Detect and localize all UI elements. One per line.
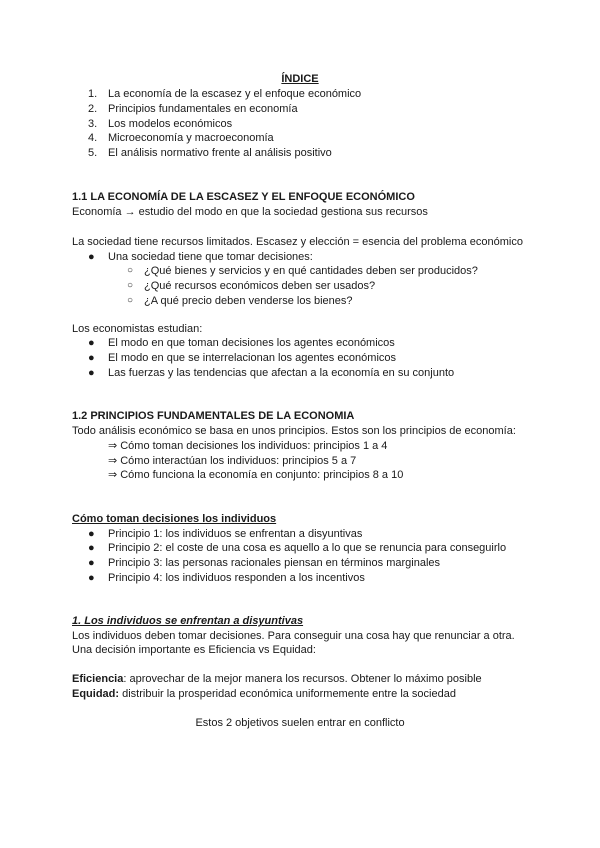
sub-bullet-text: ¿Qué bienes y servicios y en qué cantidades deben ser producidos? bbox=[144, 265, 478, 277]
section-heading: 1.1 LA ECONOMÍA DE LA ESCASEZ Y EL ENFOQUE ECONÓMICO bbox=[72, 191, 415, 203]
index-item-text: Principios fundamentales en economía bbox=[108, 103, 298, 115]
arrow-item bbox=[108, 439, 387, 453]
index-item-number: 2. bbox=[88, 103, 98, 115]
index-item bbox=[88, 102, 298, 116]
bullet-text: El modo en que se interrelacionan los agentes económicos bbox=[108, 352, 397, 364]
arrow-item-text: Cómo toman decisiones los individuos: principios 1 a 4 bbox=[120, 440, 388, 452]
bullet-icon: ● bbox=[88, 337, 95, 349]
bullet-icon: ● bbox=[88, 557, 95, 569]
section-heading: 1.2 PRINCIPIOS FUNDAMENTALES DE LA ECONOMIA bbox=[72, 410, 355, 422]
double-arrow-icon: ⇒ bbox=[108, 455, 118, 467]
bullet-icon: ● bbox=[88, 251, 95, 263]
index-item-text: La economía de la escasez y el enfoque económico bbox=[108, 88, 362, 100]
index-item-text: El análisis normativo frente al análisis positivo bbox=[108, 147, 332, 159]
bullet-icon: ● bbox=[88, 542, 95, 554]
arrow-item bbox=[108, 468, 403, 482]
paragraph: Todo análisis económico se basa en unos principios. Estos son los principios de economía: bbox=[72, 425, 516, 437]
bullet-icon: ● bbox=[88, 352, 95, 364]
index-item bbox=[88, 146, 332, 160]
bullet-icon: ● bbox=[88, 572, 95, 584]
circle-bullet-icon: ○ bbox=[127, 295, 134, 306]
arrow-item-text: Cómo interactúan los individuos: principios 5 a 7 bbox=[120, 455, 357, 467]
efficiency-term: Eficiencia bbox=[72, 673, 124, 685]
conclusion-text: Estos 2 objetivos suelen entrar en conflicto bbox=[195, 717, 405, 729]
bullet-text: Principio 3: las personas racionales piensan en términos marginales bbox=[108, 557, 441, 569]
efficiency-text: : aprovechar de la mejor manera los recursos. Obtener lo máximo posible bbox=[123, 673, 482, 685]
bullet-text: Una sociedad tiene que tomar decisiones: bbox=[108, 251, 313, 263]
equity-text: distribuir la prosperidad económica uniformemente entre la sociedad bbox=[119, 688, 456, 700]
index-item bbox=[88, 131, 274, 145]
circle-bullet-icon: ○ bbox=[127, 265, 134, 276]
paragraph: La sociedad tiene recursos limitados. Escasez y elección = esencia del problema económico bbox=[72, 236, 523, 248]
index-item-text: Los modelos económicos bbox=[108, 118, 233, 130]
bullet-text: Las fuerzas y las tendencias que afectan a la economía en su conjunto bbox=[108, 367, 455, 379]
arrow-item bbox=[108, 454, 356, 468]
bullet-text: Principio 4: los individuos responden a los incentivos bbox=[108, 572, 365, 584]
subsection-heading: 1. Los individuos se enfrentan a disyuntivas bbox=[72, 615, 304, 627]
economy-definition: Economía → estudio del modo en que la sociedad gestiona sus recursos bbox=[72, 206, 428, 218]
index-item-number: 1. bbox=[88, 88, 98, 100]
efficiency-definition bbox=[72, 672, 482, 686]
paragraph: Una decisión importante es Eficiencia vs Equidad: bbox=[72, 644, 316, 656]
index-item bbox=[88, 117, 233, 131]
circle-bullet-icon: ○ bbox=[127, 280, 134, 291]
index-title: ÍNDICE bbox=[281, 73, 319, 85]
bullet-icon: ● bbox=[88, 528, 95, 540]
equity-definition bbox=[72, 687, 456, 701]
index-item-number: 3. bbox=[88, 118, 98, 130]
bullet-icon: ● bbox=[88, 367, 95, 379]
double-arrow-icon: ⇒ bbox=[108, 440, 118, 452]
index-item bbox=[88, 87, 362, 101]
sub-bullet-text: ¿Qué recursos económicos deben ser usados? bbox=[144, 280, 376, 292]
double-arrow-icon: ⇒ bbox=[108, 469, 118, 481]
index-item-number: 4. bbox=[88, 132, 98, 144]
subsection-heading: Cómo toman decisiones los individuos bbox=[72, 513, 277, 525]
bullet-text: Principio 1: los individuos se enfrentan a disyuntivas bbox=[108, 528, 363, 540]
bullet-text: El modo en que toman decisiones los agentes económicos bbox=[108, 337, 395, 349]
index-item-text: Microeconomía y macroeconomía bbox=[108, 132, 274, 144]
arrow-item-text: Cómo funciona la economía en conjunto: principios 8 a 10 bbox=[120, 469, 404, 481]
index-item-number: 5. bbox=[88, 147, 98, 159]
paragraph: Los individuos deben tomar decisiones. Para conseguir una cosa hay que renunciar a otra. bbox=[72, 630, 515, 642]
sub-bullet-text: ¿A qué precio deben venderse los bienes? bbox=[144, 295, 353, 307]
equity-term: Equidad: bbox=[72, 688, 120, 700]
paragraph: Los economistas estudian: bbox=[72, 323, 203, 335]
bullet-text: Principio 2: el coste de una cosa es aquello a lo que se renuncia para conseguirlo bbox=[108, 542, 507, 554]
